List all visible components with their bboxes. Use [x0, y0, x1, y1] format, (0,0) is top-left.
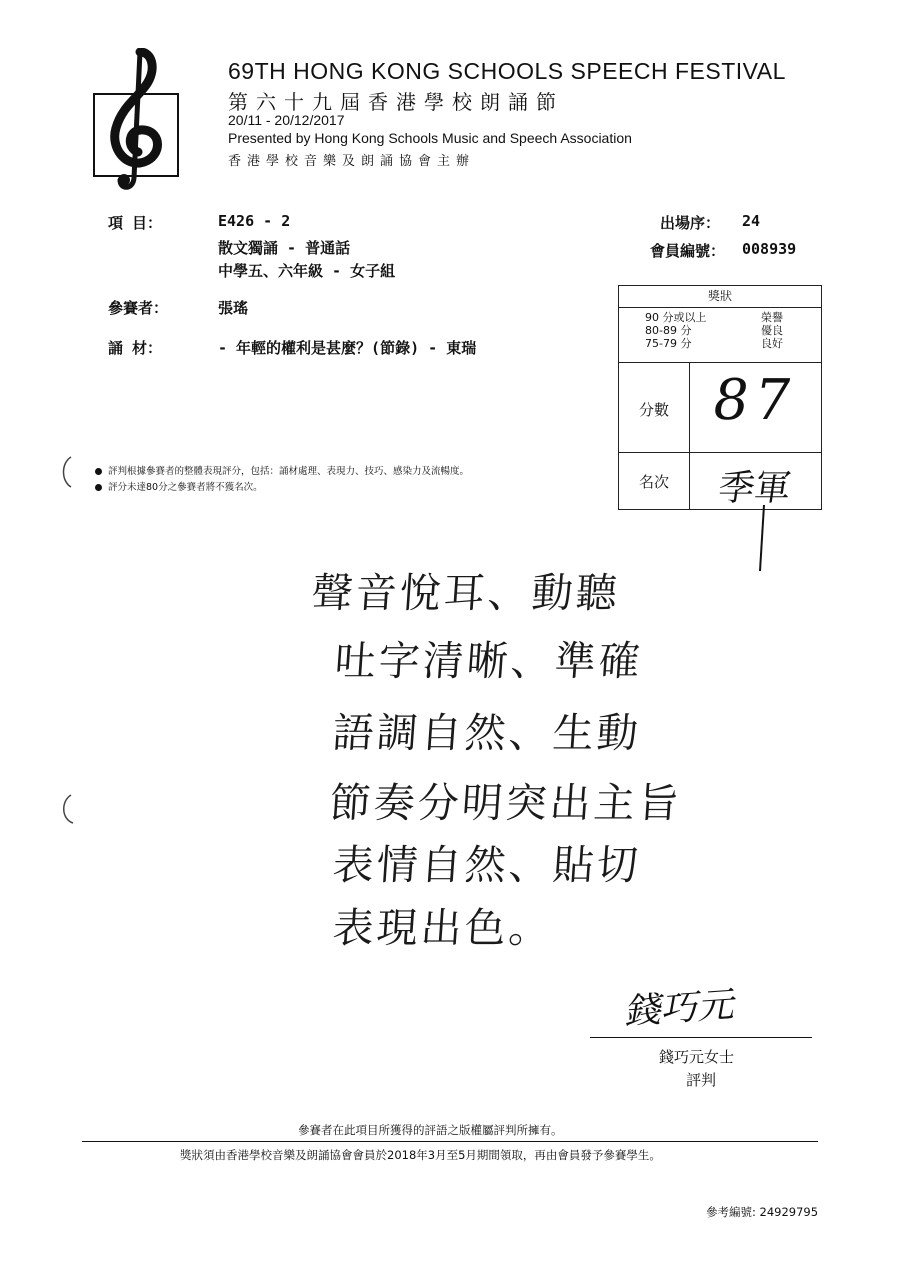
- rank-pen-stroke: [752, 505, 772, 575]
- adjudicator-name: 錢巧元女士: [659, 1048, 735, 1066]
- punch-hole-mark-icon: [55, 455, 75, 490]
- signature-line: [590, 1037, 812, 1038]
- collection-note: 獎狀須由香港學校音樂及朗誦協會會員於2018年3月至5月期間領取，再由會員發予參賽學生。: [180, 1148, 661, 1162]
- score-value: 87: [707, 368, 802, 433]
- festival-title-zh: 第六十九屆香港學校朗誦節: [228, 90, 564, 114]
- footer-divider: [82, 1141, 818, 1142]
- item-category: 散文獨誦 - 普通話: [218, 239, 351, 257]
- festival-logo: [92, 48, 182, 198]
- note-item: 評分未達80分之參賽者將不獲名次。: [95, 479, 263, 493]
- order-number: 24: [742, 212, 761, 230]
- material-label: 誦 材：: [108, 339, 163, 357]
- tier-range: 80-89 分: [645, 324, 692, 337]
- item-label: 項 目：: [108, 214, 163, 232]
- item-division: 中學五、六年級 - 女子組: [218, 262, 396, 280]
- tier-award: 良好: [761, 337, 783, 350]
- bullet-icon: [95, 468, 102, 475]
- tier-range: 75-79 分: [645, 337, 692, 350]
- member-number: 008939: [742, 240, 797, 258]
- comment-line: 表情自然、貼切: [331, 841, 643, 889]
- punch-hole-mark-icon: [55, 793, 77, 828]
- rank-value: 季軍: [715, 468, 794, 509]
- bullet-icon: [95, 484, 102, 491]
- comment-line: 聲音悅耳、動聽: [310, 569, 622, 617]
- adjudicator-title: 評判: [686, 1071, 717, 1089]
- comment-line: 吐字清晰、準確: [333, 637, 645, 685]
- presenter-en: Presented by Hong Kong Schools Music and Speech Association: [228, 130, 632, 146]
- presenter-zh: 香港學校音樂及朗誦協會主辦: [228, 154, 476, 169]
- festival-dates: 20/11 - 20/12/2017: [228, 112, 345, 128]
- table-divider: [619, 362, 821, 363]
- treble-clef-logo-icon: [92, 48, 182, 198]
- participant-name: 張瑤: [218, 299, 249, 317]
- member-label: 會員編號：: [650, 242, 726, 260]
- comment-line: 表現出色。: [331, 904, 555, 952]
- score-label: 分數: [638, 401, 669, 419]
- festival-title-en: 69TH HONG KONG SCHOOLS SPEECH FESTIVAL: [228, 58, 786, 84]
- material-title: - 年輕的權利是甚麼？(節錄) - 東瑞: [218, 339, 477, 357]
- tier-range: 90 分或以上: [645, 311, 707, 324]
- comment-line: 節奏分明突出主旨: [328, 779, 684, 827]
- award-table: [618, 285, 822, 510]
- note-item: 評判根據參賽者的整體表現評分，包括：誦材處理、表現力、技巧、感染力及流暢度。: [95, 463, 469, 477]
- award-heading: 獎狀: [619, 286, 821, 308]
- adjudicator-signature: 錢巧元: [622, 984, 740, 1033]
- order-label: 出場序：: [660, 214, 721, 232]
- rank-label: 名次: [638, 473, 669, 491]
- item-code: E426 - 2: [218, 212, 291, 230]
- tier-award: 優良: [761, 324, 783, 337]
- table-column-divider: [689, 362, 690, 509]
- comment-line: 語調自然、生動: [331, 709, 643, 757]
- tier-award: 榮譽: [761, 311, 783, 324]
- reference-number: 參考編號: 24929795: [706, 1205, 819, 1219]
- copyright-note: 參賽者在此項目所獲得的評語之版權屬評判所擁有。: [298, 1123, 563, 1137]
- participant-label: 參賽者：: [108, 299, 169, 317]
- table-divider: [619, 452, 821, 453]
